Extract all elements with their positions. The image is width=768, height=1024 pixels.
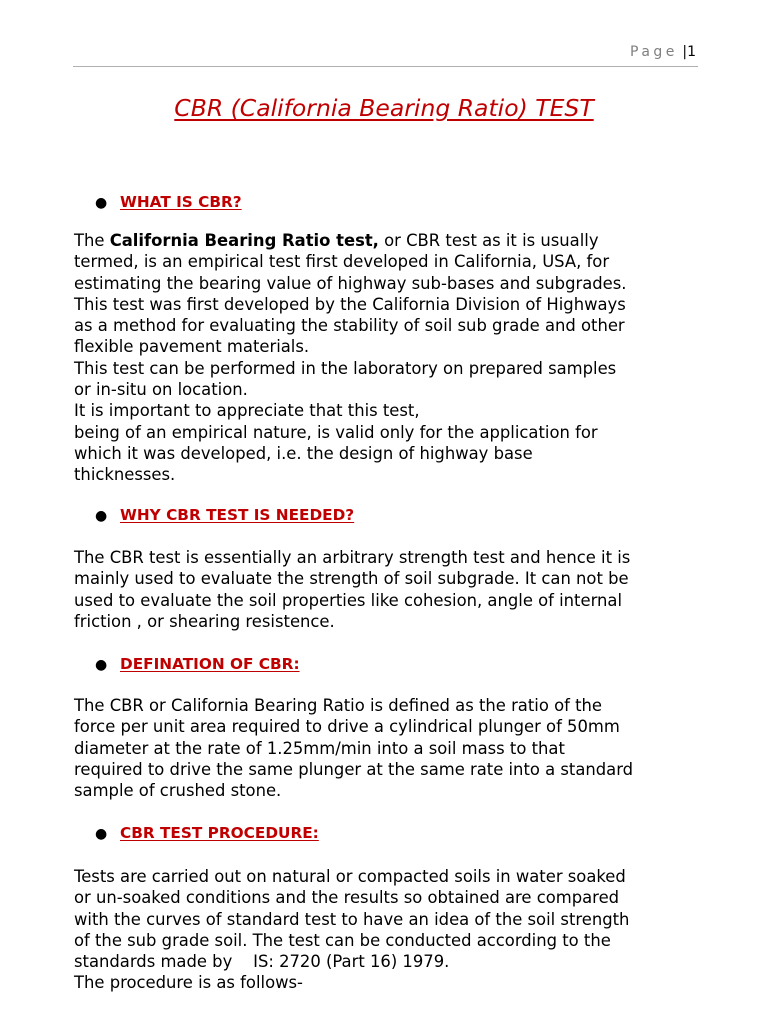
paragraph-line: It is important to appreciate that this test, [74, 401, 420, 421]
paragraph-line: The CBR or California Bearing Ratio is defined as the ratio of the [74, 696, 602, 715]
section-heading-definition: ● DEFINATION OF CBR: [95, 655, 300, 673]
paragraph-line: The CBR test is essentially an arbitrary strength test and hence it is [74, 548, 631, 567]
paragraph-line: or un-soaked conditions and the results so obtained are compared [74, 888, 620, 908]
section-heading-why-needed: ● WHY CBR TEST IS NEEDED? [95, 506, 355, 524]
page-label: Page [630, 44, 678, 60]
paragraph-line: termed, is an empirical test first developed in California, USA, for [74, 252, 610, 272]
page-number: 1 [687, 44, 696, 60]
paragraph-line: diameter at the rate of 1.25mm/min into a soil mass to that [74, 738, 565, 758]
paragraph-line: friction , or shearing resistence. [74, 611, 335, 631]
bullet-icon: ● [95, 826, 108, 842]
section-heading-what-is-cbr: ● WHAT IS CBR? [95, 193, 242, 211]
section-body-definition [74, 695, 714, 801]
header-rule [73, 66, 698, 67]
paragraph-line: standards made by IS: 2720 (Part 16) 1979. [74, 952, 450, 972]
section-body-procedure [74, 866, 714, 994]
paragraph-line: or in-situ on location. [74, 380, 248, 400]
paragraph-line: This test can be performed in the laboratory on prepared samples [74, 358, 617, 378]
section-body-why-needed [74, 547, 714, 632]
paragraph-line: used to evaluate the soil properties like cohesion, angle of internal [74, 590, 623, 610]
paragraph-line: estimating the bearing value of highway sub-bases and subgrades. [74, 273, 627, 293]
paragraph-line: The procedure is as follows- [74, 973, 303, 993]
paragraph-line: Tests are carried out on natural or compacted soils in water soaked [74, 867, 626, 886]
section-body-what-is-cbr [74, 230, 714, 486]
section-heading-procedure: ● CBR TEST PROCEDURE: [95, 824, 319, 842]
paragraph-line: required to drive the same plunger at the same rate into a standard [74, 759, 634, 779]
page-header [630, 44, 696, 60]
paragraph-line: The California Bearing Ratio test, or CBR test as it is usually [74, 231, 599, 250]
paragraph-line: mainly used to evaluate the strength of soil subgrade. It can not be [74, 569, 629, 589]
bullet-icon: ● [95, 657, 108, 673]
paragraph-line: This test was first developed by the California Division of Highways [74, 294, 626, 314]
paragraph-line: with the curves of standard test to have an idea of the soil strength [74, 909, 630, 929]
bullet-icon: ● [95, 508, 108, 524]
document-title: CBR (California Bearing Ratio) TEST [174, 94, 594, 122]
paragraph-line: flexible pavement materials. [74, 337, 310, 357]
paragraph-line: being of an empirical nature, is valid only for the application for [74, 422, 598, 442]
paragraph-line: thicknesses. [74, 465, 176, 485]
paragraph-line: of the sub grade soil. The test can be conducted according to the [74, 930, 611, 950]
paragraph-line: sample of crushed stone. [74, 781, 282, 801]
page-separator: | [682, 44, 688, 60]
paragraph-line: which it was developed, i.e. the design of highway base [74, 443, 533, 463]
bullet-icon: ● [95, 195, 108, 211]
paragraph-line: as a method for evaluating the stability of soil sub grade and other [74, 316, 625, 336]
paragraph-line: force per unit area required to drive a cylindrical plunger of 50mm [74, 717, 620, 737]
